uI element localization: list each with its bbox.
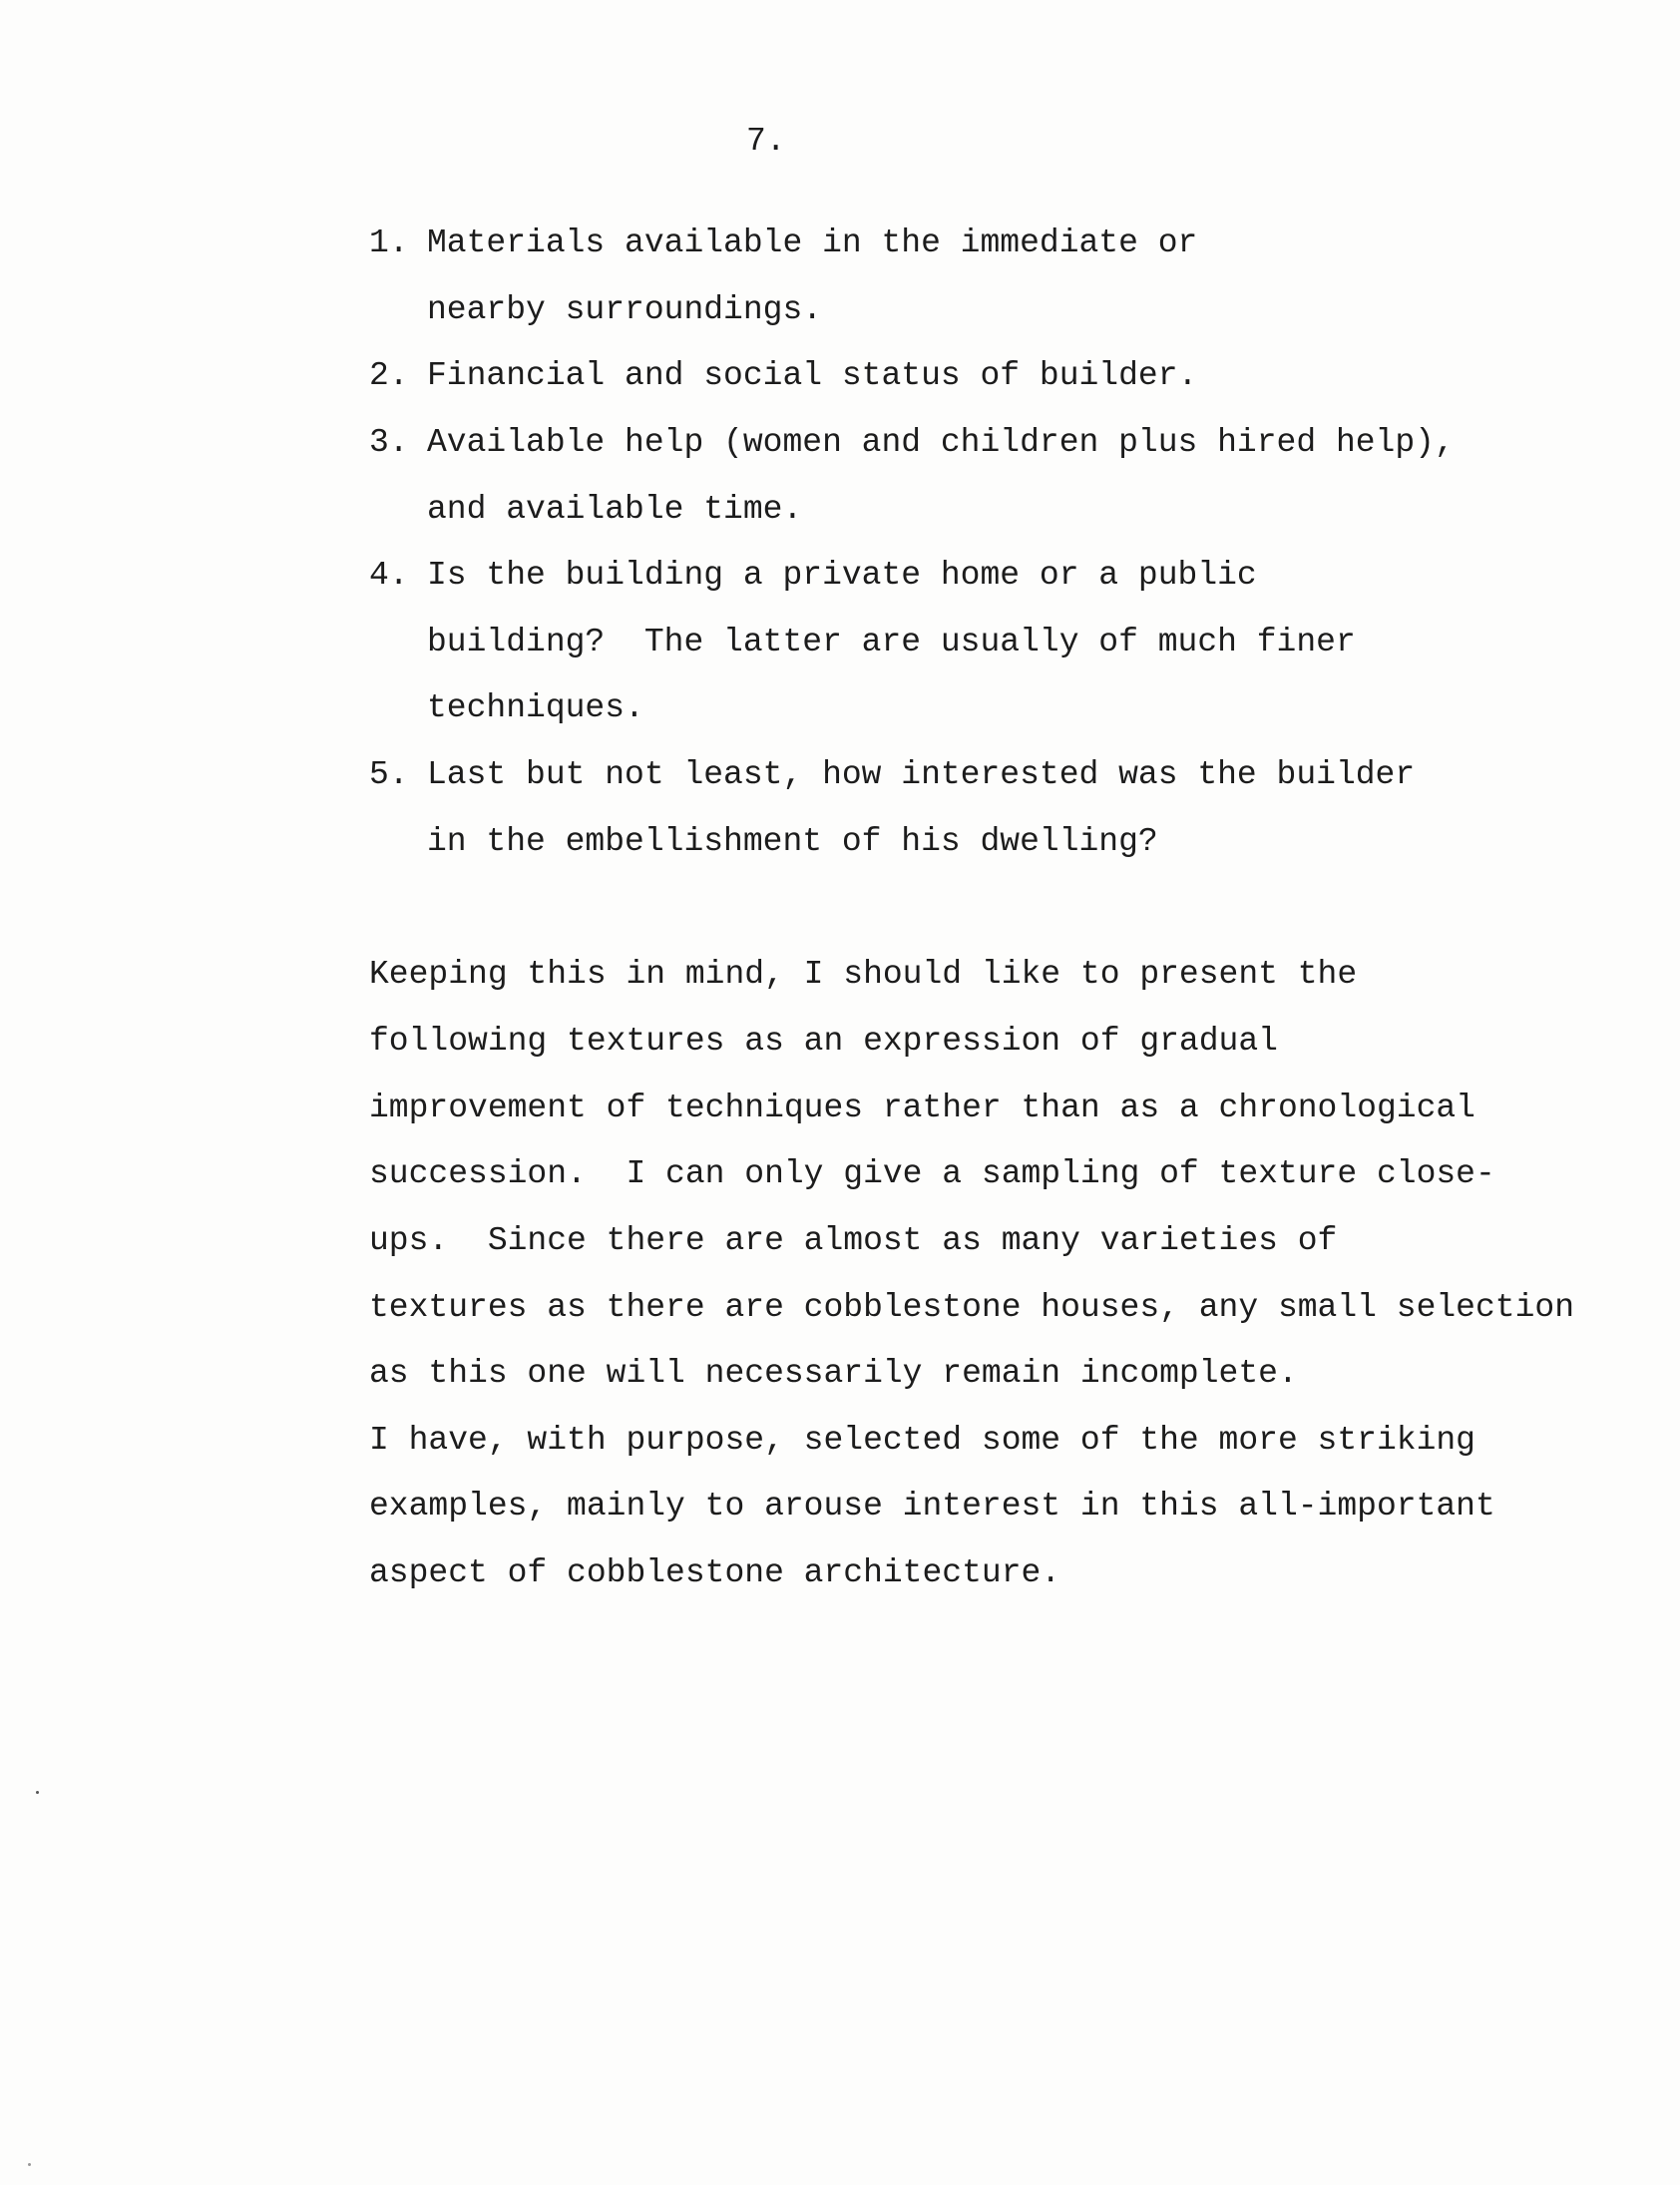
list-item-number: 1.	[369, 224, 409, 261]
paper-speck	[28, 2163, 31, 2166]
paragraph-line: I have, with purpose, selected some of the more striking	[369, 1422, 1475, 1459]
paragraph-line: ups. Since there are almost as many varieties of	[369, 1222, 1338, 1259]
list-item-line: Financial and social status of builder.	[427, 357, 1198, 394]
list-item-line: Is the building a private home or a public	[427, 557, 1257, 594]
list-item-number: 4.	[369, 557, 409, 594]
paragraph-line: Keeping this in mind, I should like to present the	[369, 956, 1358, 993]
paragraph-line: aspect of cobblestone architecture.	[369, 1554, 1061, 1591]
paragraph-line: improvement of techniques rather than as a chronological	[369, 1090, 1475, 1126]
paragraph-line: as this one will necessarily remain incomplete.	[369, 1355, 1298, 1392]
page-number: 7.	[746, 123, 786, 160]
paragraph-line: following textures as an expression of gradual	[369, 1023, 1278, 1060]
list-item-line: Available help (women and children plus hired help),	[427, 424, 1455, 461]
paper-speck	[36, 1791, 39, 1794]
list-item-line: building? The latter are usually of much finer	[427, 624, 1356, 660]
list-item-line: in the embellishment of his dwelling?	[427, 823, 1158, 860]
paragraph-line: succession. I can only give a sampling of texture close-	[369, 1155, 1495, 1192]
list-item-line: and available time.	[427, 491, 803, 528]
paragraph-line: textures as there are cobblestone houses, any small selection	[369, 1289, 1574, 1326]
list-item-number: 3.	[369, 424, 409, 461]
list-item-line: techniques.	[427, 689, 644, 726]
list-item-line: nearby surroundings.	[427, 291, 823, 328]
list-item-number: 2.	[369, 357, 409, 394]
paragraph-line: examples, mainly to arouse interest in this all-important	[369, 1488, 1495, 1525]
list-item-line: Last but not least, how interested was the builder	[427, 756, 1416, 793]
list-item-number: 5.	[369, 756, 409, 793]
list-item-line: Materials available in the immediate or	[427, 224, 1198, 261]
